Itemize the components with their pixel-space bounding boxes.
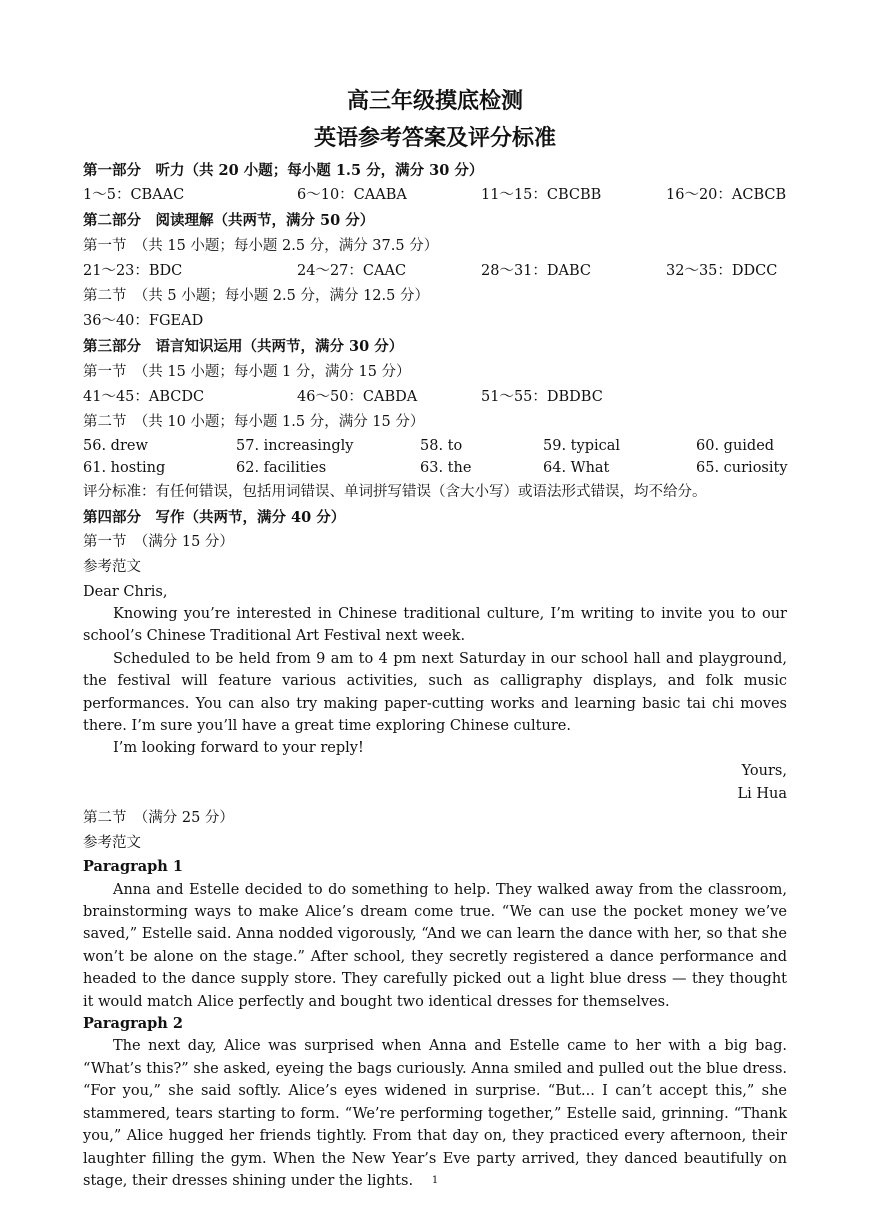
document-body [83, 158, 787, 1192]
page-number: 1 [431, 1175, 439, 1186]
page-subtitle: 英语参考答案及评分标准 [313, 125, 556, 151]
part3-section1-heading: 第一节 （共 15 小题；每小题 1 分，满分 15 分） [83, 363, 411, 380]
part2-heading: 第二部分 阅读理解（共两节，满分 50 分） [83, 212, 375, 230]
letter-greeting: Dear Chris, [83, 583, 168, 600]
part1-answers [83, 183, 787, 208]
answer-group: 32～35：DDCC [666, 262, 778, 279]
answer-group: 41～45：ABCDC [83, 388, 205, 405]
sample-essay-label: 参考范文 [83, 835, 141, 852]
fill-answer: 65. curiosity [696, 460, 788, 477]
answer-group: 11～15：CBCBB [481, 187, 602, 204]
answer-group: 51～55：DBDBC [481, 388, 603, 405]
fill-answer: 62. facilities [236, 460, 327, 477]
fill-answer: 64. What [543, 460, 610, 477]
part2-section1-heading: 第一节 （共 15 小题；每小题 2.5 分，满分 37.5 分） [83, 237, 439, 254]
part4-section2-heading: 第二节 （满分 25 分） [83, 809, 234, 826]
part2-section2-answers [83, 309, 787, 334]
fill-answer: 59. typical [543, 438, 621, 455]
part4-section1-heading: 第一节 （满分 15 分） [83, 534, 234, 551]
page-title: 高三年级摸底检测 [346, 88, 523, 114]
fill-answer: 58. to [420, 438, 463, 455]
part3-section2-row2 [83, 457, 787, 479]
fill-answer: 63. the [420, 460, 472, 477]
answer-group: 24～27：CAAC [297, 262, 407, 279]
letter-closing: Yours, [741, 762, 787, 779]
grading-criteria: 评分标准：有任何错误，包括用词错误、单词拼写错误（含大小写）或语法形式错误，均不给分。 [83, 483, 707, 500]
answer-group: 1～5：CBAAC [83, 187, 185, 204]
answer-group: 16～20：ACBCB [666, 187, 787, 204]
letter-paragraph: I’m looking forward to your reply! [113, 740, 364, 757]
answer-group: 6～10：CAABA [297, 187, 407, 204]
answer-group: 28～31：DABC [481, 262, 592, 279]
part2-section1-answers [83, 259, 787, 284]
fill-answer: 61. hosting [83, 460, 166, 477]
part3-section2-heading: 第二节 （共 10 小题；每小题 1.5 分，满分 15 分） [83, 413, 425, 430]
answer-group: 46～50：CABDA [297, 388, 418, 405]
part3-heading: 第三部分 语言知识运用（共两节，满分 30 分） [83, 338, 404, 356]
fill-answer: 57. increasingly [236, 438, 354, 455]
part4-heading: 第四部分 写作（共两节，满分 40 分） [83, 509, 346, 527]
answer-group: 21～23：BDC [83, 262, 183, 279]
letter-paragraph: Scheduled to be held from 9 am to 4 pm next Saturday in our school hall and playground, the festival will feature various activities, such as calligraphy displays, and folk music performances. You can also try making paper-cutting works and learning basic tai chi moves there. I’m sure you’ll have a great time exploring Chinese culture. [83, 650, 787, 735]
fill-answer: 56. drew [83, 438, 148, 455]
part2-section2-heading: 第二节 （共 5 小题；每小题 2.5 分，满分 12.5 分） [83, 287, 429, 304]
letter-signature: Li Hua [737, 785, 787, 802]
letter-paragraph: Knowing you’re interested in Chinese traditional culture, I’m writing to invite you to our school’s Chinese Traditional Art Festival next week. [83, 606, 787, 645]
story-paragraph-2: The next day, Alice was surprised when Anna and Estelle came to her with a big bag. “What’s this?” she asked, eyeing the bags curiously. Anna smiled and pulled out the blue dress. “For you,” she said softly. Alice’s eyes widened in surprise. “But... I can’t accept this,” she stammered, tears starting to form. “We’re performing together,” Estelle said, grinning. “Thank you,” Alice hugged her friends tightly. From that day on, they practiced every afternoon, their laughter filling the gym. When the New Year’s Eve party arrived, they danced beautifully on stage, their dresses shining under the lights. [83, 1038, 787, 1189]
part3-section2-row1 [83, 435, 787, 457]
fill-answer: 60. guided [696, 438, 775, 455]
answer-group: 36～40：FGEAD [83, 313, 204, 330]
part3-section1-answers [83, 385, 787, 410]
paragraph1-label: Paragraph 1 [83, 858, 183, 876]
paragraph2-label: Paragraph 2 [83, 1015, 183, 1033]
part1-heading: 第一部分 听力（共 20 小题；每小题 1.5 分，满分 30 分） [83, 162, 484, 179]
story-paragraph-1: Anna and Estelle decided to do something to help. They walked away from the classroom, brainstorming ways to make Alice’s dream come true. “We can use the pocket money we’ve saved,” Estelle said. Anna nodded vigorously, “And we can learn the dance with her, so that she won’t be alone on the stage.” After school, they secretly registered a dance performance and headed to the dance supply store. They carefully picked out a light blue dress — they thought it would match Alice perfectly and bought two identical dresses for themselves. [83, 881, 787, 1010]
sample-essay-label: 参考范文 [83, 559, 141, 576]
